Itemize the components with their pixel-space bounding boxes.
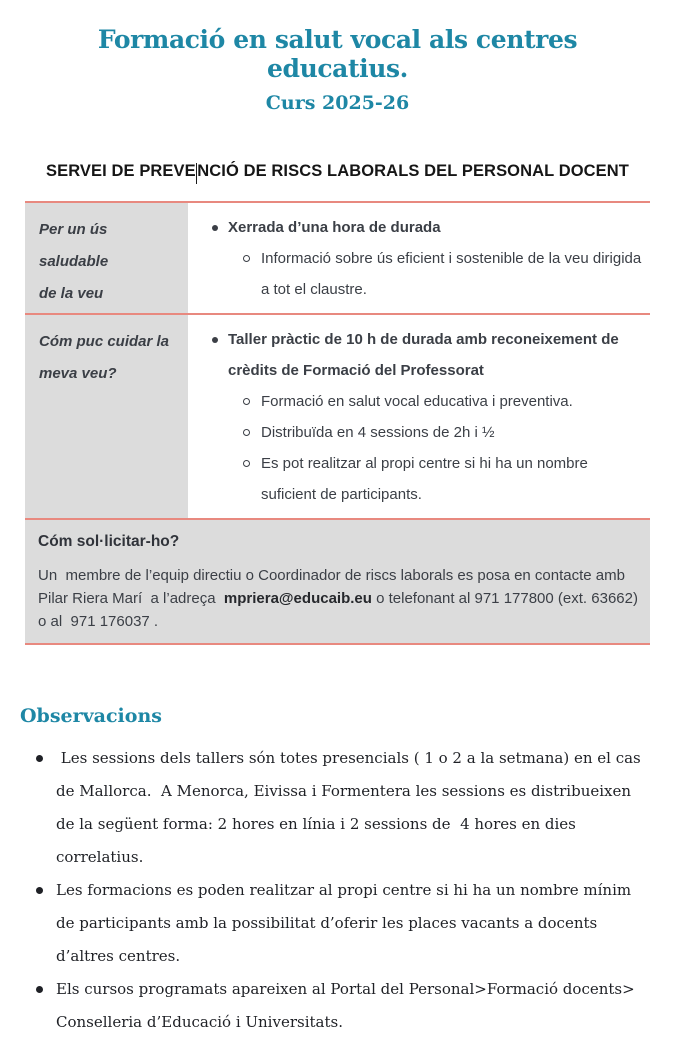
text-cursor-icon: [196, 163, 198, 184]
sub-bullet-text: Informació sobre ús eficient i sostenible de la veu dirigida a tot el claustre.: [261, 250, 646, 298]
bullet-text: Taller pràctic de 10 h de durada amb reconeixement de crèdits de Formació del Professorat: [228, 331, 623, 379]
table-row: [25, 201, 650, 313]
sub-bullet-text: Es pot realitzar al propi centre si hi ha un nombre suficient de participants.: [261, 455, 593, 503]
request-text-after-email: o telefonant al 971 177800 (ext. 63662) o al 971 176037 .: [38, 590, 647, 630]
observation-text: Les formacions es poden realitzar al propi centre si hi ha un nombre mínim de participants amb la possibilitat d’oferir les places vacants a docents d’altres centres.: [56, 881, 636, 965]
bullet-dot-icon: [36, 986, 43, 993]
sub-list-item: [188, 448, 644, 510]
row-header-cell: [25, 315, 188, 518]
request-row: [25, 518, 650, 645]
sub-list-item: [188, 417, 644, 448]
list-item: [25, 742, 650, 874]
info-table: [25, 201, 650, 645]
row-header-line: de la veu: [39, 285, 104, 302]
table-row: [25, 313, 650, 518]
observation-text: Les sessions dels tallers són totes presencials ( 1 o 2 a la setmana) en el cas de Mallorca. A Menorca, Eivissa i Formentera les sessions es distribueixen de la següent forma: 2 hores en línia i 2 sessions de 4 hores en dies correlatius.: [56, 749, 646, 866]
list-item: [25, 973, 650, 1039]
bullet-dot-icon: [212, 337, 218, 343]
list-item: [188, 324, 644, 386]
request-paragraph: [38, 564, 647, 633]
bullet-dot-icon: [212, 225, 218, 231]
section-heading-text-before: SERVEI DE PREVE: [46, 161, 196, 180]
document-page[interactable]: [0, 25, 674, 1031]
circle-bullet-icon: [243, 460, 250, 467]
section-heading-text-after: NCIÓ DE RISCS LABORALS DEL PERSONAL DOCENT: [197, 161, 629, 180]
sub-list-item: [188, 386, 644, 417]
circle-bullet-icon: [243, 398, 250, 405]
observations-list: [25, 742, 650, 1039]
email-address[interactable]: mpriera@educaib.eu: [223, 590, 372, 607]
row-header-line: Cóm puc cuidar la: [39, 333, 170, 350]
sub-bullet-text: Distribuïda en 4 sessions de 2h i ½: [261, 424, 495, 441]
sub-list-item: [188, 243, 644, 305]
list-item: [188, 212, 644, 243]
circle-bullet-icon: [243, 429, 250, 436]
request-heading: Cóm sol·licitar-ho?: [38, 533, 180, 550]
row-content-cell: [188, 315, 650, 518]
circle-bullet-icon: [243, 255, 250, 262]
row-content-cell: [188, 203, 650, 313]
row-header-line: Per un ús saludable: [39, 221, 109, 270]
observations-heading: Observacions: [20, 705, 162, 727]
row-header-line: meva veu?: [39, 365, 117, 382]
bullet-dot-icon: [36, 887, 43, 894]
page-title: Formació en salut vocal als centres educatius.: [97, 25, 578, 83]
row-header-cell: [25, 203, 188, 313]
section-heading: [25, 161, 650, 182]
list-item: [25, 874, 650, 973]
request-text-before-email: Un membre de l’equip directiu o Coordinador de riscs laborals es posa en contacte amb Pilar Riera Marí a l’adreça: [38, 567, 630, 607]
sub-bullet-text: Formació en salut vocal educativa i preventiva.: [261, 393, 573, 410]
bullet-dot-icon: [36, 755, 43, 762]
observation-text: Els cursos programats apareixen al Portal del Personal>Formació docents> Conselleria d’Educació i Universitats.: [56, 980, 640, 1031]
bullet-text: Xerrada d’una hora de durada: [228, 219, 441, 236]
page-subtitle: Curs 2025-26: [265, 92, 410, 114]
